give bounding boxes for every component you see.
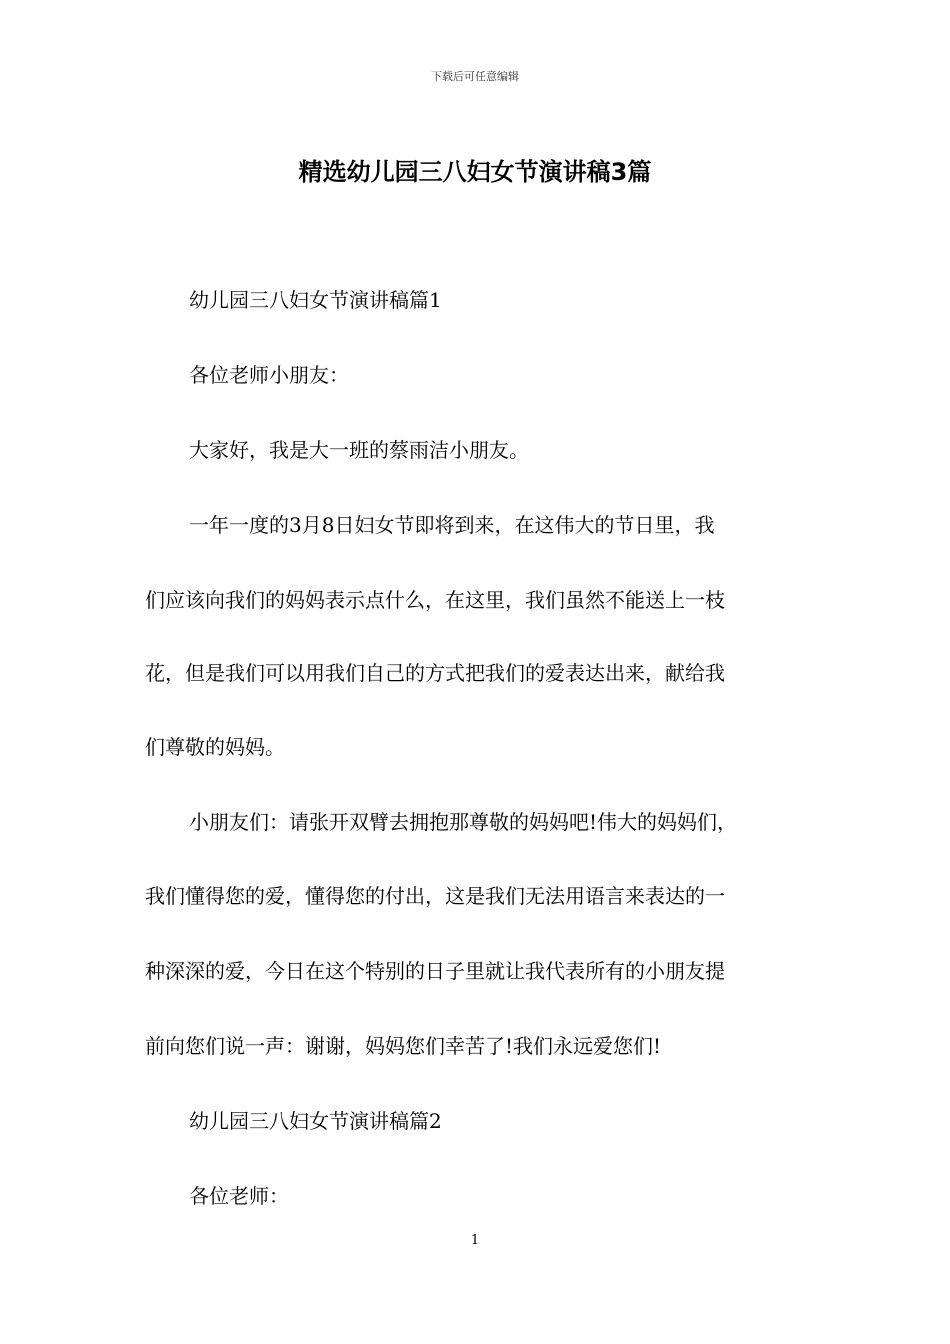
paragraph-line: 种深深的爱，今日在这个特别的日子里就让我代表所有的小朋友提 (145, 959, 725, 983)
salutation: 各位老师： (189, 1184, 289, 1208)
paragraph-line: 大家好，我是大一班的蔡雨洁小朋友。 (189, 438, 529, 462)
paragraph-line: 小朋友们：请张开双臂去拥抱那尊敬的妈妈吧!伟大的妈妈们， (189, 810, 738, 834)
paragraph-line: 们尊敬的妈妈。 (145, 735, 285, 759)
paragraph-line: 们应该向我们的妈妈表示点什么，在这里，我们虽然不能送上一枝 (145, 588, 725, 612)
page-number: 1 (470, 1233, 480, 1248)
paragraph-line: 一年一度的3月8日妇女节即将到来，在这伟大的节日里，我 (189, 513, 715, 537)
section-heading-2: 幼儿园三八妇女节演讲稿篇2 (189, 1109, 442, 1133)
salutation: 各位老师小朋友： (189, 363, 349, 387)
paragraph-line: 前向您们说一声：谢谢，妈妈您们幸苦了!我们永远爱您们! (145, 1034, 662, 1058)
paragraph-line: 花，但是我们可以用我们自己的方式把我们的爱表达出来，献给我 (145, 661, 725, 685)
header-note: 下载后可任意编辑 (431, 70, 519, 83)
paragraph-line: 我们懂得您的爱，懂得您的付出，这是我们无法用语言来表达的一 (145, 884, 725, 908)
section-heading-1: 幼儿园三八妇女节演讲稿篇1 (189, 288, 442, 312)
document-title: 精选幼儿园三八妇女节演讲稿3篇 (298, 158, 652, 186)
